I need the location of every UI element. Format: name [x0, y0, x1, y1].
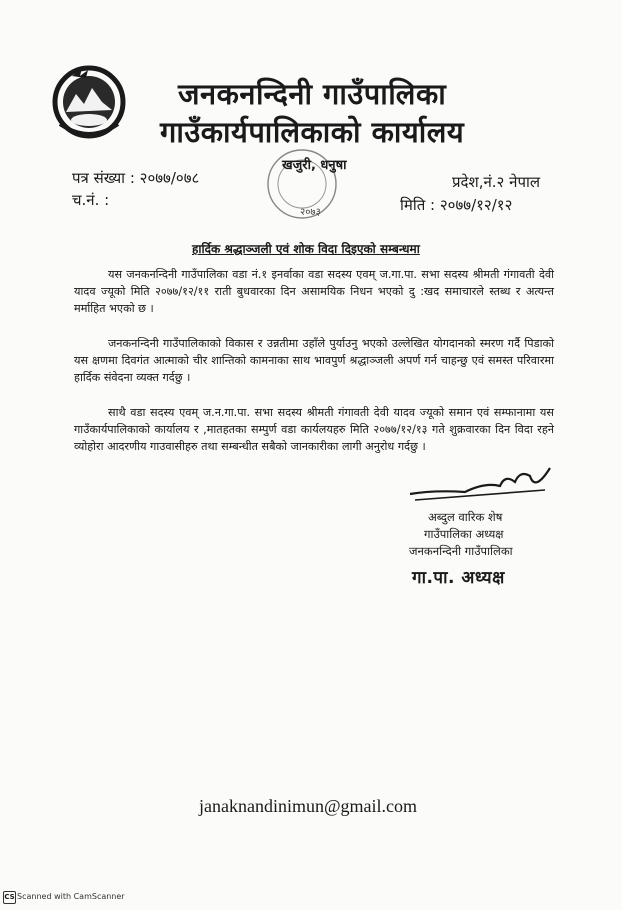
letter-subject: हार्दिक श्रद्धाञ्जली एवं शोक विदा दिइएको सम्बन्धमा: [192, 242, 420, 256]
contact-email: janaknandinimun@gmail.com: [199, 796, 418, 816]
signatory-title: गाउँपालिका अध्यक्ष: [424, 527, 504, 541]
signatory-name: अब्दुल वारिक शेष: [428, 510, 503, 524]
signatory-org: जनकनन्दिनी गाउँपालिका: [409, 544, 513, 558]
handwritten-signature: [405, 462, 555, 512]
dispatch-number: च.नं. :: [72, 191, 110, 209]
camscanner-logo-icon: CS: [3, 891, 16, 904]
letter-number: पत्र संख्या : २०७७/०७८: [72, 169, 200, 187]
seal-year: २०७३: [300, 207, 321, 218]
office-name: गाउँकार्यपालिकाको कार्यालय: [160, 115, 465, 149]
stamp-place: खजुरी, धनुषा: [282, 158, 347, 173]
org-name: जनकनन्दिनी गाउँपालिका: [178, 77, 447, 111]
paragraph-3-text: साथै वडा सदस्य एवम् ज.न.गा.पा. सभा सदस्य श्रीमती गंगावती देवी यादव ज्यूको समान एवं सम्फानामा यस गाउँकार्यपालिकाको कार्यालय र ,मातहतका सम्पुर्ण वडा कार्यलयहरु मिति २०७७/१२/१३ गते शुक्रवारका दिन विदा रहने व्योहोरा आदरणीय गाउवासीहरु तथा सम्बन्धीत सबैको जानकारीका लागी अनुरोध गर्दछु ।: [74, 406, 554, 453]
scanner-watermark: Scanned with CamScanner: [17, 892, 125, 901]
paragraph-1-text: यस जनकनन्दिनी गाउँपालिका वडा नं.१ इनर्वाका वडा सदस्य एवम् ज.गा.पा. सभा सदस्य श्रीमती गंगावती देवी यादव ज्यूको मिति २०७७/१२/११ राती बुधवारका दिन असामयिक निधन भएको दु :खद समाचारले स्तब्ध र अत्यन्त मर्माहित भएको छ ।: [74, 268, 554, 315]
province-label: प्रदेश,नं.२ नेपाल: [452, 173, 541, 191]
nepal-government-emblem: [52, 62, 126, 142]
paragraph-1: [74, 266, 554, 317]
paragraph-3: [74, 404, 554, 455]
chairperson-stamp: गा.पा. अध्यक्ष: [412, 568, 505, 588]
letter-date: मिति : २०७७/१२/१२: [400, 196, 513, 214]
paragraph-2: [74, 335, 554, 386]
paragraph-2-text: जनकनन्दिनी गाउँपालिकाको विकास र उन्नतीमा उहाँले पुर्याउनु भएको उल्लेखित योगदानको स्मरण गर्दै पिडाको यस क्षणमा दिवगंत आत्माको चीर शान्तिको कामनाका साथ भावपुर्ण श्रद्धाञ्जली अपर्ण गर्न चाहन्छु एवं समस्त परिवारमा हार्दिक संवेदना व्यक्त गर्दछु ।: [74, 337, 554, 384]
